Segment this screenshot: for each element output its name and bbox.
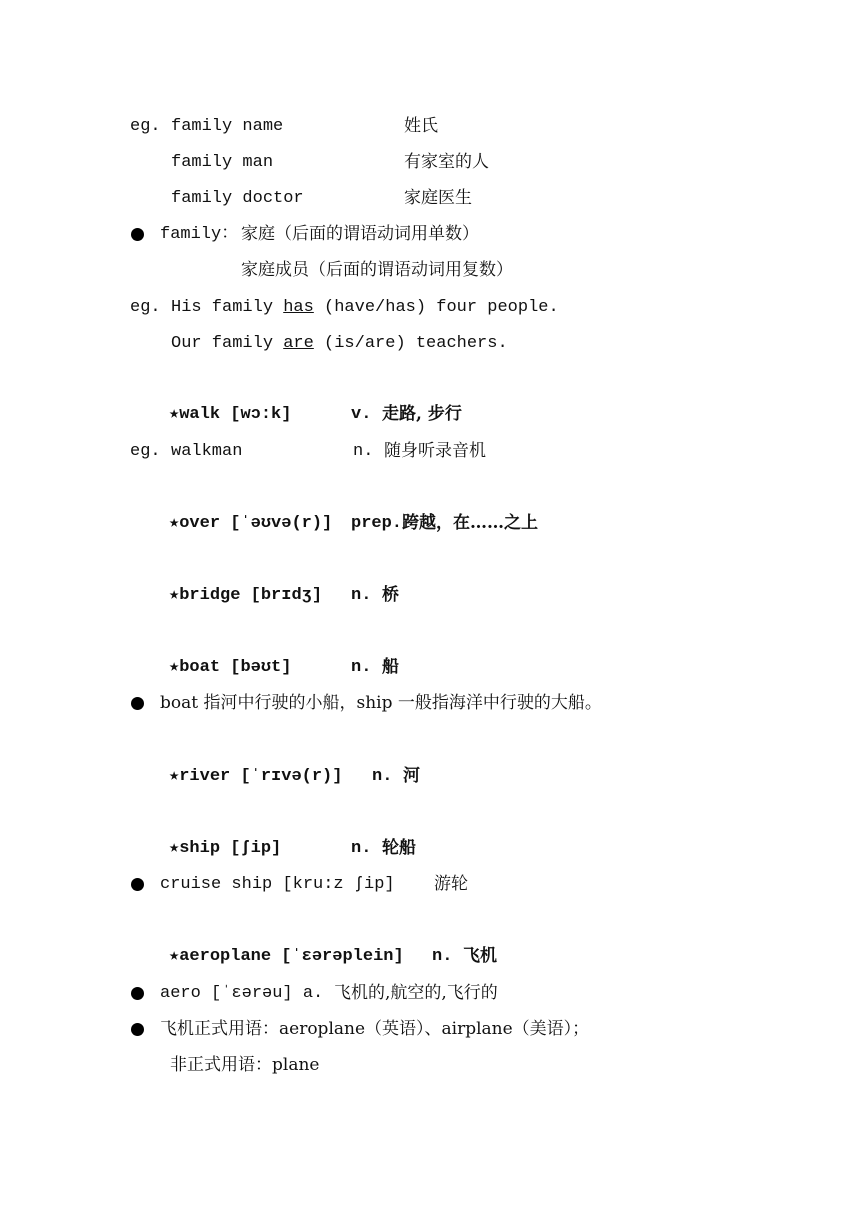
- example-phrase: family man: [171, 153, 274, 172]
- sentence-text: His family: [171, 298, 284, 317]
- note-meaning: 家庭成员（后面的谓语动词用复数）: [241, 260, 513, 280]
- example-translation: 有家室的人: [404, 152, 489, 172]
- vocab-pos: n.: [432, 947, 453, 966]
- note-word: family：: [160, 225, 239, 244]
- example-word: walkman: [171, 442, 243, 461]
- note-meaning: 家庭（后面的谓语动词用单数）: [241, 224, 479, 244]
- bullet-icon: [131, 987, 144, 1000]
- vocab-meaning: 河: [403, 766, 420, 786]
- example-sentence: [171, 333, 508, 355]
- vocab-pos: n.: [351, 586, 372, 605]
- note-text: 飞机正式用语：aeroplane（英语）、airplane（美语）；: [160, 1019, 590, 1039]
- vocab-pos: n.: [372, 767, 393, 786]
- bullet-icon: [131, 1023, 144, 1036]
- vocab-meaning: 桥: [382, 585, 399, 605]
- vocab-meaning: 船: [382, 657, 399, 677]
- note-translation: 游轮: [434, 874, 468, 894]
- example-phrase: family doctor: [171, 189, 304, 208]
- example-phrase: family name: [171, 117, 284, 136]
- vocab-meaning: 轮船: [382, 838, 416, 858]
- bullet-icon: [131, 697, 144, 710]
- note-phrase: aero [ˈɛərəu] a.: [160, 984, 324, 1003]
- example-translation: 家庭医生: [404, 188, 472, 208]
- vocab-headword: ★over [ˈəʊvə(r)]: [169, 514, 333, 533]
- eg-label: eg.: [130, 117, 161, 136]
- eg-label: eg.: [130, 298, 161, 317]
- vocab-headword: ★aeroplane [ˈɛərəplein]: [169, 947, 404, 966]
- example-translation: 随身听录音机: [384, 441, 486, 461]
- vocab-pos: v.: [351, 405, 372, 424]
- sentence-text: Our family: [171, 334, 284, 353]
- vocab-meaning: 走路, 步行: [382, 404, 462, 424]
- note-phrase: cruise ship [kru:z ʃip]: [160, 875, 395, 894]
- note-translation: 飞机的,航空的,飞行的: [334, 983, 498, 1003]
- vocab-meaning: 跨越，在……之上: [402, 513, 538, 533]
- sentence-text: (is/are) teachers.: [313, 334, 508, 353]
- vocab-headword: ★boat [bəʊt]: [169, 658, 292, 677]
- sentence-text: (have/has) four people.: [313, 298, 559, 317]
- bullet-icon: [131, 228, 144, 241]
- vocab-headword: ★bridge [brɪdʒ]: [169, 586, 323, 605]
- bullet-icon: [131, 878, 144, 891]
- vocab-meaning: 飞机: [463, 946, 497, 966]
- vocab-pos: n.: [351, 839, 372, 858]
- example-sentence: [171, 297, 559, 319]
- example-translation: 姓氏: [404, 116, 438, 136]
- note-text: boat 指河中行驶的小船，ship 一般指海洋中行驶的大船。: [160, 693, 602, 713]
- note-text: 非正式用语：plane: [170, 1055, 320, 1075]
- vocab-pos: n.: [351, 658, 372, 677]
- example-pos: n.: [353, 442, 374, 461]
- vocab-headword: ★river [ˈrɪvə(r)]: [169, 767, 343, 786]
- eg-label: eg.: [130, 442, 161, 461]
- underlined-answer: are: [283, 334, 314, 353]
- vocab-headword: ★walk [wɔ:k]: [169, 405, 292, 424]
- vocab-headword: ★ship [ʃip]: [169, 839, 282, 858]
- vocab-pos: prep.: [351, 514, 403, 533]
- underlined-answer: has: [283, 298, 314, 317]
